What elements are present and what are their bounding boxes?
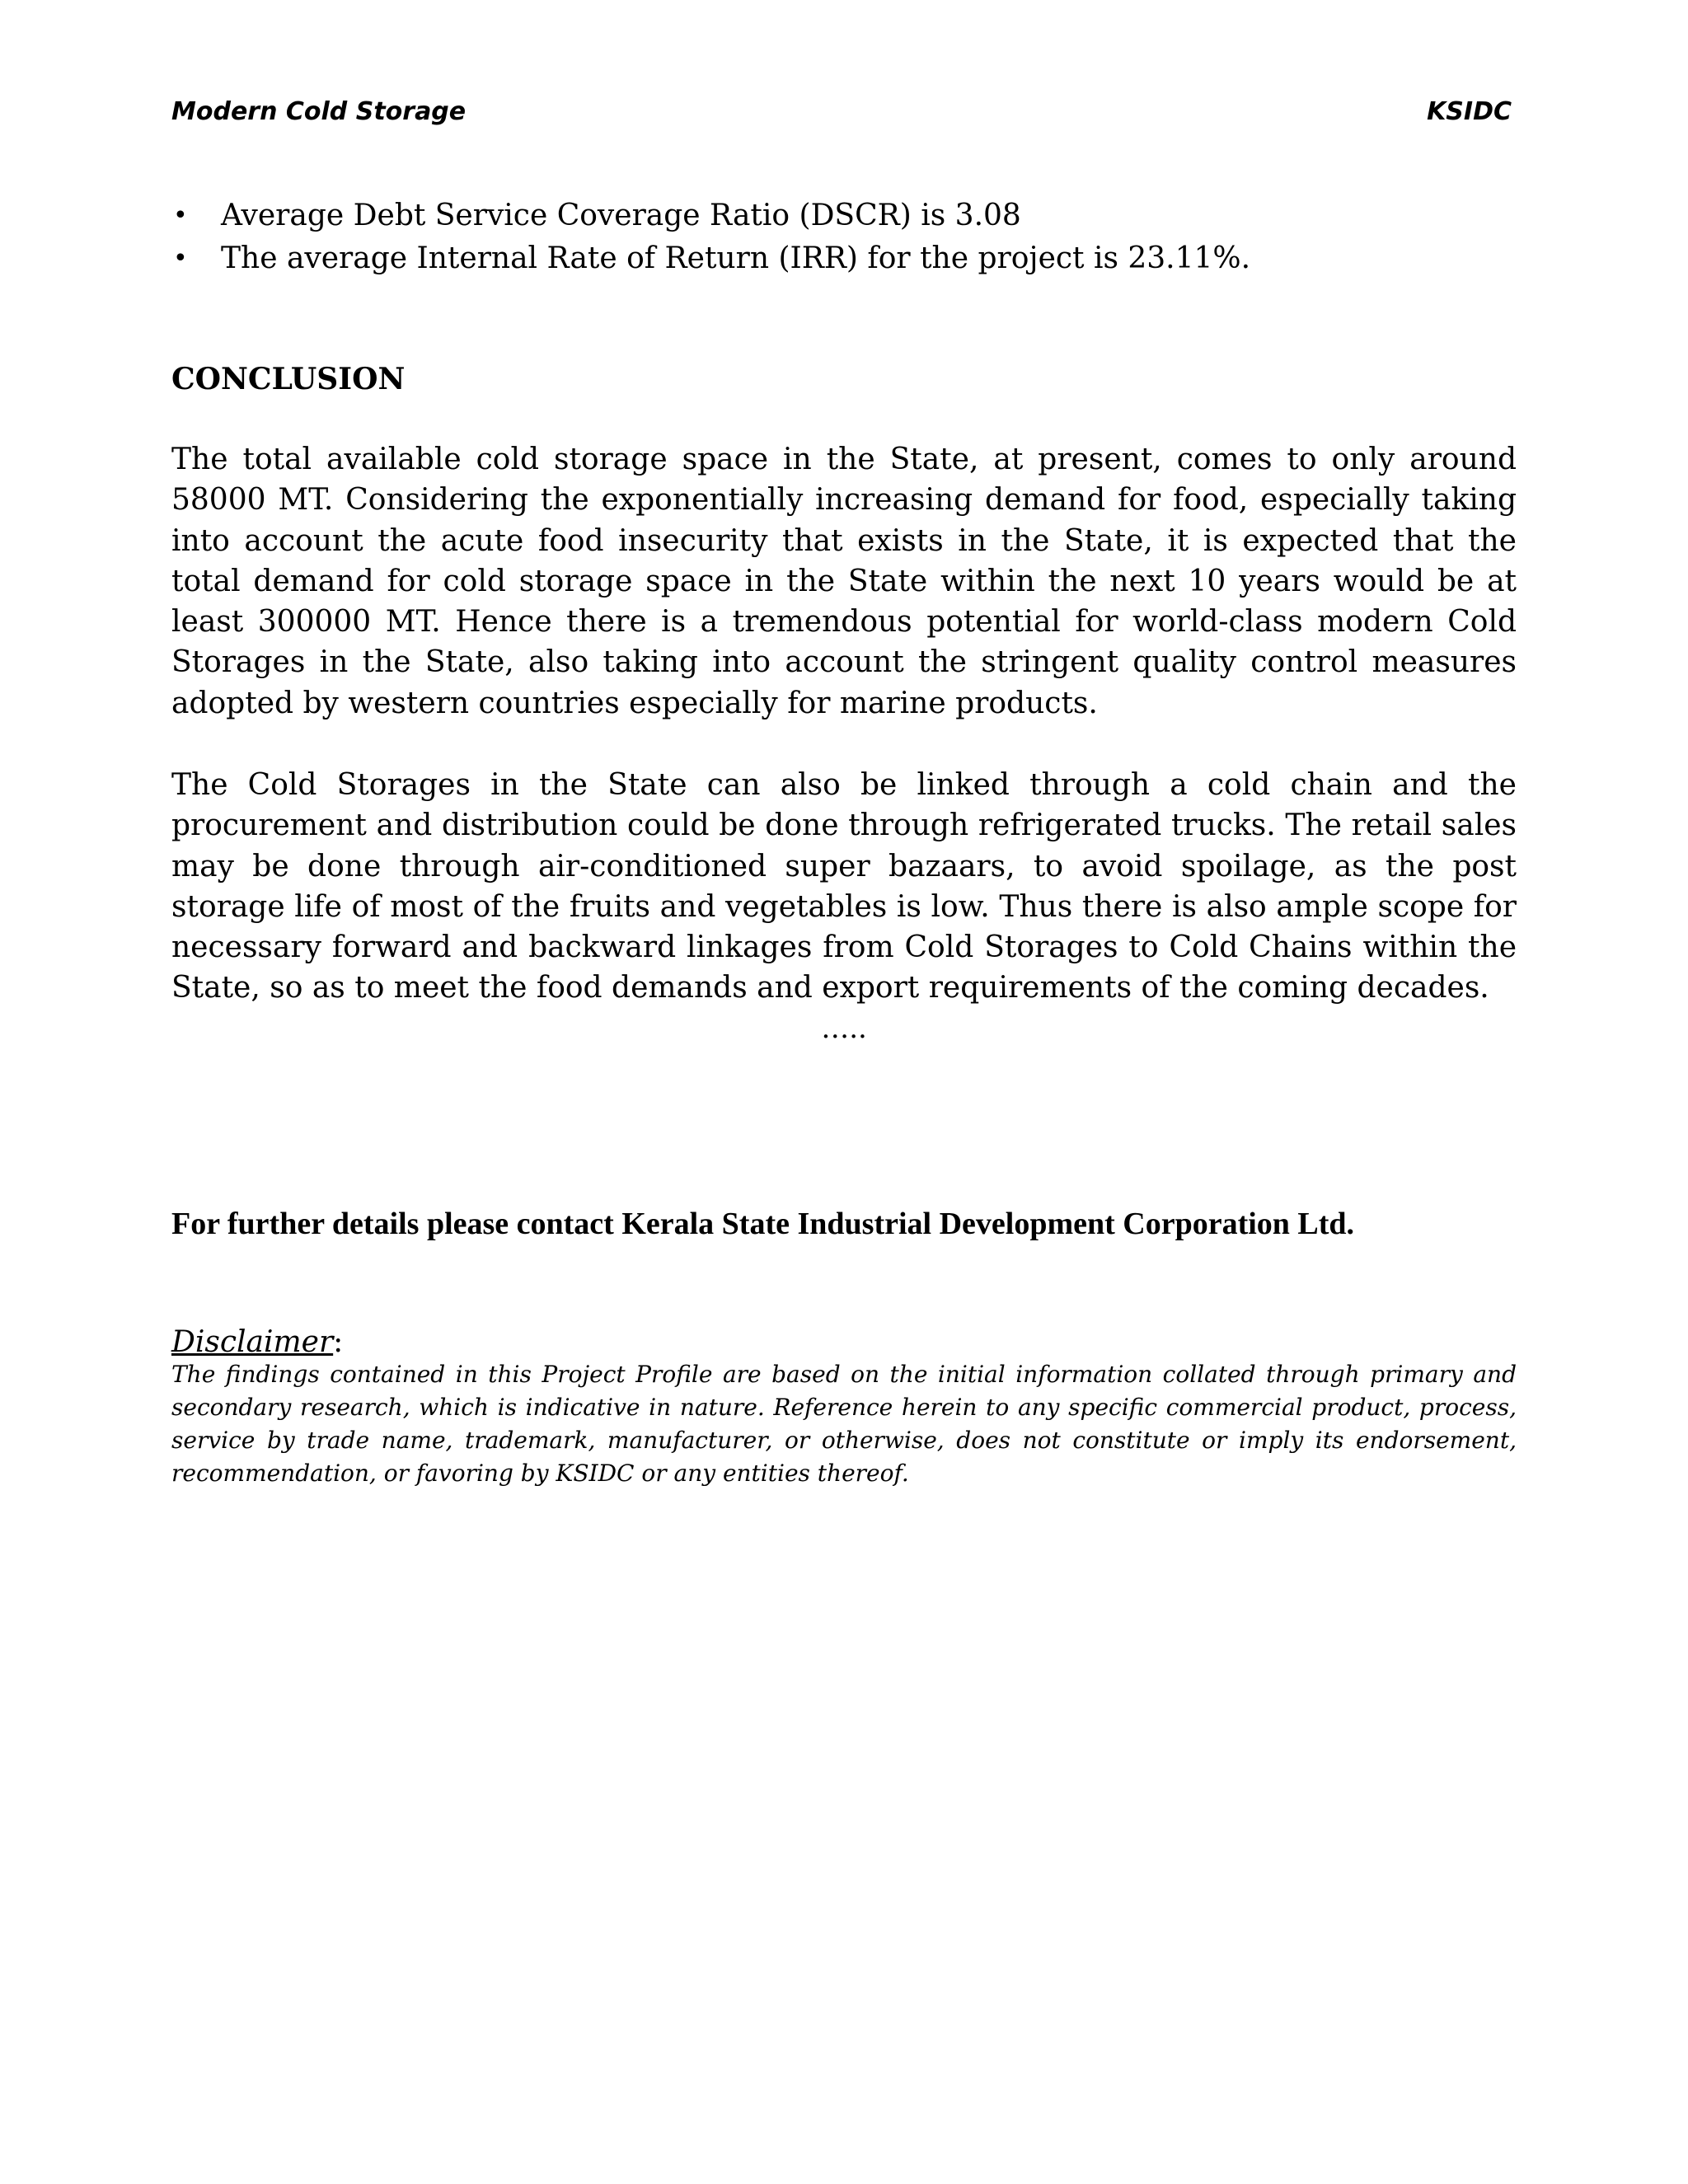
list-item xyxy=(171,237,1517,280)
list-item-text: The average Internal Rate of Return (IRR) for the project is 23.11%. xyxy=(221,241,1251,275)
disclaimer-colon: : xyxy=(333,1325,344,1359)
disclaimer-title xyxy=(171,1322,343,1363)
disclaimer-label: Disclaimer xyxy=(171,1325,334,1359)
header-organization: KSIDC xyxy=(1427,97,1512,126)
conclusion-paragraph: The total available cold storage space in the State, at present, comes to only around 58000 MT. Considering the exponentially increasing demand for food, especially taking into account the acute food insecurity that exists in the State, it is expected that the total demand for cold storage space in the State within the next 10 years would be at least 300000 MT. Hence there is a tremendous potential for world-class modern Cold Storages in the State, also taking into account the stringent quality control measures adopted by western countries especially for marine products. xyxy=(171,443,1517,720)
header-document-title: Modern Cold Storage xyxy=(171,97,467,126)
bullet-icon: • xyxy=(173,201,188,230)
financial-indicators-list xyxy=(171,194,1517,280)
contact-statement: For further details please contact Kerala State Industrial Development Corporation Ltd. xyxy=(171,1207,1355,1241)
bullet-icon: • xyxy=(173,244,188,273)
section-end-ellipsis: ….. xyxy=(821,1012,867,1045)
list-item xyxy=(171,194,1517,237)
conclusion-paragraph: The Cold Storages in the State can also be linked through a cold chain and the procurement and distribution could be done through refrigerated trucks. The retail sales may be done through air-conditioned super bazaars, to avoid spoilage, as the post storage life of most of the fruits and vegetables is low. Thus there is also ample scope for necessary forward and backward linkages from Cold Storages to Cold Chains within the State, so as to meet the food demands and export requirements of the coming decades. xyxy=(171,768,1517,1005)
document-page xyxy=(171,0,1517,2184)
disclaimer-text: The findings contained in this Project Profile are based on the initial information collated through primary and secondary research, which is indicative in nature. Reference herein to any specific commercial product, process, service by trade name, trademark, manufacturer, or otherwise, does not constitute or imply its endorsement, recommendation, or favoring by KSIDC or any entities thereof. xyxy=(171,1361,1517,1487)
running-header xyxy=(171,94,1517,130)
list-item-text: Average Debt Service Coverage Ratio (DSCR) is 3.08 xyxy=(221,199,1021,232)
conclusion-heading: CONCLUSION xyxy=(171,362,406,396)
